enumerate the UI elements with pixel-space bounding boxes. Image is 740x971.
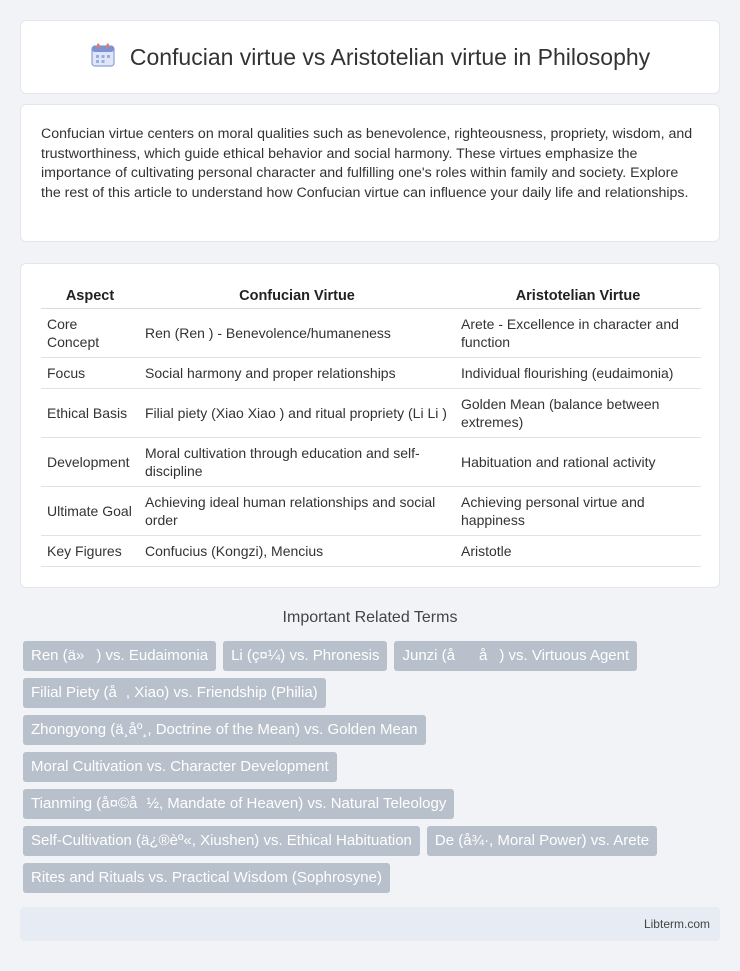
page-title: Confucian virtue vs Aristotelian virtue in Philosophy — [129, 43, 651, 70]
intro-card — [20, 104, 720, 242]
table-cell: Arete - Excellence in character and function — [455, 308, 701, 357]
table-row — [41, 437, 701, 486]
table-cell: Moral cultivation through education and self-discipline — [139, 437, 455, 486]
related-term-tag[interactable]: Rites and Rituals vs. Practical Wisdom (Sophrosyne) — [23, 863, 390, 893]
table-header-row — [41, 284, 701, 308]
footer-brand-link[interactable]: Libterm.com — [643, 917, 710, 931]
table-cell: Core Concept — [41, 308, 139, 357]
table-row — [41, 357, 701, 388]
calendar-icon — [90, 42, 116, 73]
header-aspect: Aspect — [41, 284, 139, 308]
table-cell: Achieving personal virtue and happiness — [455, 486, 701, 535]
related-term-tag[interactable]: Filial Piety (å, Xiao) vs. Friendship (Philia) — [23, 678, 326, 708]
related-term-tag[interactable]: De (å¾·, Moral Power) vs. Arete — [427, 826, 657, 856]
related-term-tag[interactable]: Tianming (å¤©å½, Mandate of Heaven) vs. Natural Teleology — [23, 789, 454, 819]
comparison-table — [41, 284, 701, 567]
table-cell: Ren (Ren ) - Benevolence/humaneness — [139, 308, 455, 357]
table-row — [41, 308, 701, 357]
footer — [20, 907, 720, 941]
related-term-tag[interactable]: Moral Cultivation vs. Character Development — [23, 752, 337, 782]
table-cell: Key Figures — [41, 535, 139, 566]
related-terms-heading: Important Related Terms — [282, 609, 458, 626]
comparison-table-card — [20, 263, 720, 588]
table-cell: Aristotle — [455, 535, 701, 566]
header-card — [20, 20, 720, 94]
table-cell: Habituation and rational activity — [455, 437, 701, 486]
table-cell: Ethical Basis — [41, 388, 139, 437]
related-term-tag[interactable]: Ren (ä») vs. Eudaimonia — [23, 641, 216, 671]
table-row — [41, 486, 701, 535]
table-row — [41, 388, 701, 437]
table-cell: Development — [41, 437, 139, 486]
related-term-tag[interactable]: Zhongyong (ä¸åº¸, Doctrine of the Mean) vs. Golden Mean — [23, 715, 426, 745]
table-cell: Focus — [41, 357, 139, 388]
header-aristotelian: Aristotelian Virtue — [455, 284, 701, 308]
related-terms-list — [23, 641, 703, 893]
table-cell: Social harmony and proper relationships — [139, 357, 455, 388]
related-term-tag[interactable]: Li (ç¤¼) vs. Phronesis — [223, 641, 387, 671]
table-cell: Individual flourishing (eudaimonia) — [455, 357, 701, 388]
table-cell: Ultimate Goal — [41, 486, 139, 535]
intro-text: Confucian virtue centers on moral qualities such as benevolence, righteousness, propriety, wisdom, and trustworthiness, which guide ethical behavior and social harmony. These virtues emphasize the importance of cultivating personal character and fulfilling one's roles within family and society. Explore the rest of this article to understand how Confucian virtue can influence your daily life and relationships. — [41, 126, 693, 201]
related-term-tag[interactable]: Self-Cultivation (ä¿®èº«, Xiushen) vs. Ethical Habituation — [23, 826, 420, 856]
related-term-tag[interactable]: Junzi (åå) vs. Virtuous Agent — [394, 641, 637, 671]
table-cell: Filial piety (Xiao Xiao ) and ritual propriety (Li Li ) — [139, 388, 455, 437]
table-row — [41, 535, 701, 566]
header-confucian: Confucian Virtue — [139, 284, 455, 308]
table-cell: Golden Mean (balance between extremes) — [455, 388, 701, 437]
table-cell: Achieving ideal human relationships and social order — [139, 486, 455, 535]
table-cell: Confucius (Kongzi), Mencius — [139, 535, 455, 566]
